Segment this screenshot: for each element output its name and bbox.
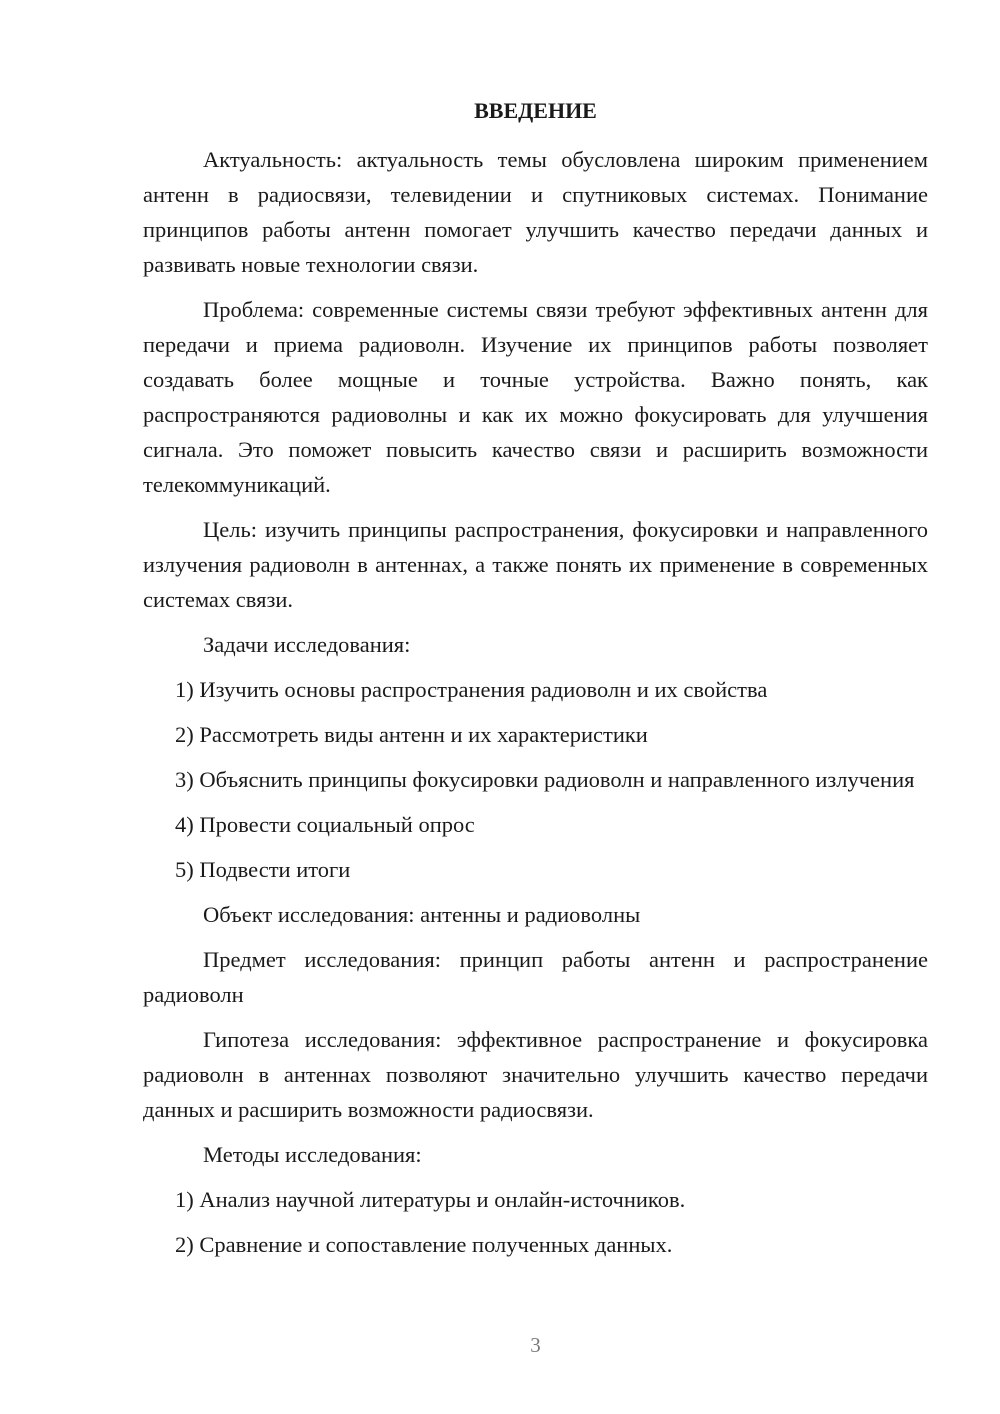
task-item: 1) Изучить основы распространения радиоволн и их свойства [175,677,768,702]
task-item: 2) Рассмотреть виды антенн и их характеристики [175,722,648,747]
document-body [143,142,928,1272]
task-item: 5) Подвести итоги [175,857,351,882]
tasks-heading: Задачи исследования: [203,632,411,657]
problem-paragraph: Проблема: современные системы связи требуют эффективных антенн для передачи и приема радиоволн. Изучение их принципов работы позволяет создавать более мощные и точные устройства. Важно понять, как распространяются радиоволны и как их можно фокусировать для улучшения сигнала. Это поможет повысить качество связи и расширить возможности телекоммуникаций. [143,297,928,497]
subject-paragraph: Предмет исследования: принцип работы антенн и распространение радиоволн [143,947,928,1007]
method-item: 2) Сравнение и сопоставление полученных данных. [175,1232,673,1257]
object-paragraph: Объект исследования: антенны и радиоволны [203,902,641,927]
method-item: 1) Анализ научной литературы и онлайн-источников. [175,1187,686,1212]
task-item: 4) Провести социальный опрос [175,812,475,837]
goal-paragraph: Цель: изучить принципы распространения, фокусировки и направленного излучения радиоволн в антеннах, а также понять их применение в современных системах связи. [143,517,928,612]
document-page [143,0,928,1414]
methods-heading: Методы исследования: [203,1142,422,1167]
section-title: ВВЕДЕНИЕ [474,98,597,123]
relevance-paragraph: Актуальность: актуальность темы обусловлена широким применением антенн в радиосвязи, телевидении и спутниковых системах. Понимание принципов работы антенн помогает улучшить качество передачи данных и развивать новые технологии связи. [143,147,928,277]
page-number: 3 [530,1333,541,1357]
task-item: 3) Объяснить принципы фокусировки радиоволн и направленного излучения [175,767,915,792]
hypothesis-paragraph: Гипотеза исследования: эффективное распространение и фокусировка радиоволн в антеннах позволяют значительно улучшить качество передачи данных и расширить возможности радиосвязи. [143,1027,928,1122]
